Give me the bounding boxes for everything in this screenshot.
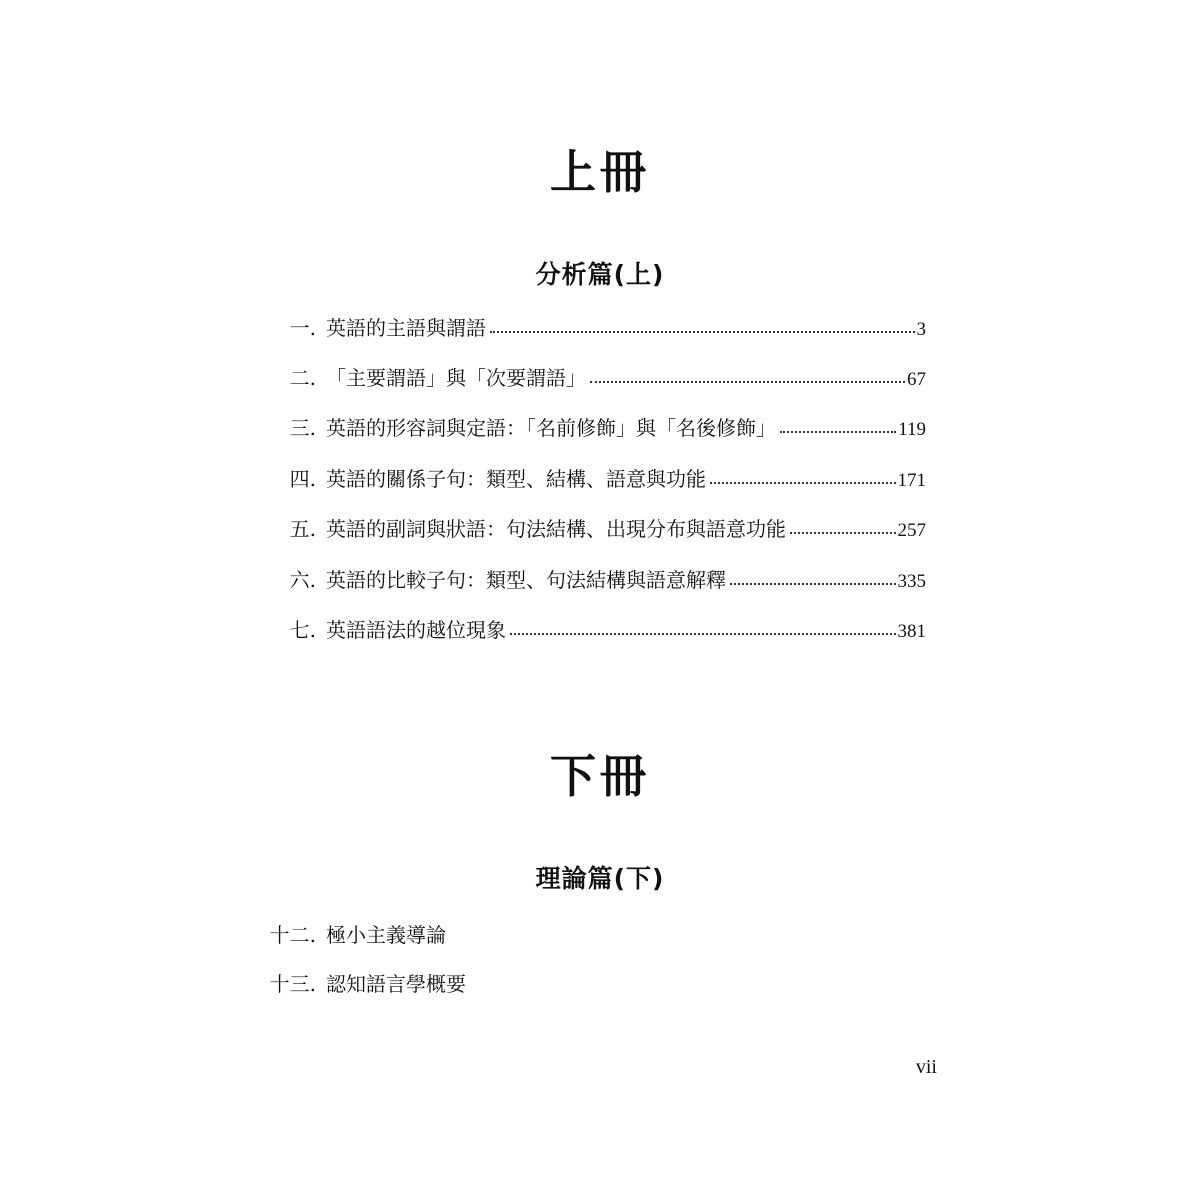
toc-entry-title: 英語的副詞與狀語：句法結構、出現分布與語意功能 <box>326 517 786 541</box>
toc-entry-number: 五. <box>289 517 316 541</box>
toc-entry-number: 一. <box>289 316 316 340</box>
section-title-theory: 理論篇(下) <box>535 864 665 893</box>
toc-entry-page: 119 <box>898 419 926 440</box>
volume-title-upper: 上冊 <box>550 145 650 199</box>
toc-entry-number: 六. <box>289 568 316 592</box>
page-number: vii <box>915 1056 937 1078</box>
toc-entry-page: 67 <box>907 369 926 390</box>
toc-entry-number: 三. <box>289 416 316 440</box>
toc-entry-title: 英語的形容詞與定語：「名前修飾」與「名後修飾」 <box>326 416 776 440</box>
toc-entry-title: 英語語法的越位現象 <box>326 618 506 642</box>
toc-entry-number: 十二. <box>269 923 316 947</box>
dot-leader <box>710 482 896 484</box>
toc-entry[interactable] <box>270 570 926 591</box>
dot-leader <box>780 431 896 433</box>
toc-entry[interactable] <box>250 925 650 945</box>
dot-leader <box>790 532 896 534</box>
dot-leader <box>590 381 905 383</box>
toc-entry-page: 381 <box>897 621 926 642</box>
toc-entry-title: 認知語言學概要 <box>326 972 466 996</box>
dot-leader <box>510 633 896 635</box>
dot-leader <box>730 583 896 585</box>
toc-entry[interactable] <box>270 469 926 490</box>
toc-entry-number: 二. <box>289 366 316 390</box>
toc-entry-number: 七. <box>289 618 316 642</box>
toc-entry[interactable] <box>270 318 926 339</box>
toc-entry[interactable] <box>250 974 650 994</box>
toc-entry-title: 英語的關係子句：類型、結構、語意與功能 <box>326 467 706 491</box>
toc-entry-number: 四. <box>289 467 316 491</box>
toc-entry-page: 171 <box>897 470 926 491</box>
toc-entry[interactable] <box>270 368 926 389</box>
toc-entry[interactable] <box>270 620 926 641</box>
toc-entry-page: 257 <box>897 520 926 541</box>
volume-title-lower: 下冊 <box>550 749 650 803</box>
toc-entry-title: 英語的比較子句：類型、句法結構與語意解釋 <box>326 568 726 592</box>
toc-entry[interactable] <box>270 519 926 540</box>
dot-leader <box>490 331 915 333</box>
toc-entry-page: 335 <box>897 571 926 592</box>
toc-entry-title: 「主要謂語」與「次要謂語」 <box>326 366 586 390</box>
section-title-analysis: 分析篇(上) <box>535 260 665 289</box>
toc-entry[interactable] <box>270 418 926 439</box>
toc-entry-number: 十三. <box>269 972 316 996</box>
toc-entry-page: 3 <box>916 319 926 340</box>
toc-entry-title: 極小主義導論 <box>326 923 446 947</box>
toc-entry-title: 英語的主語與謂語 <box>326 316 486 340</box>
